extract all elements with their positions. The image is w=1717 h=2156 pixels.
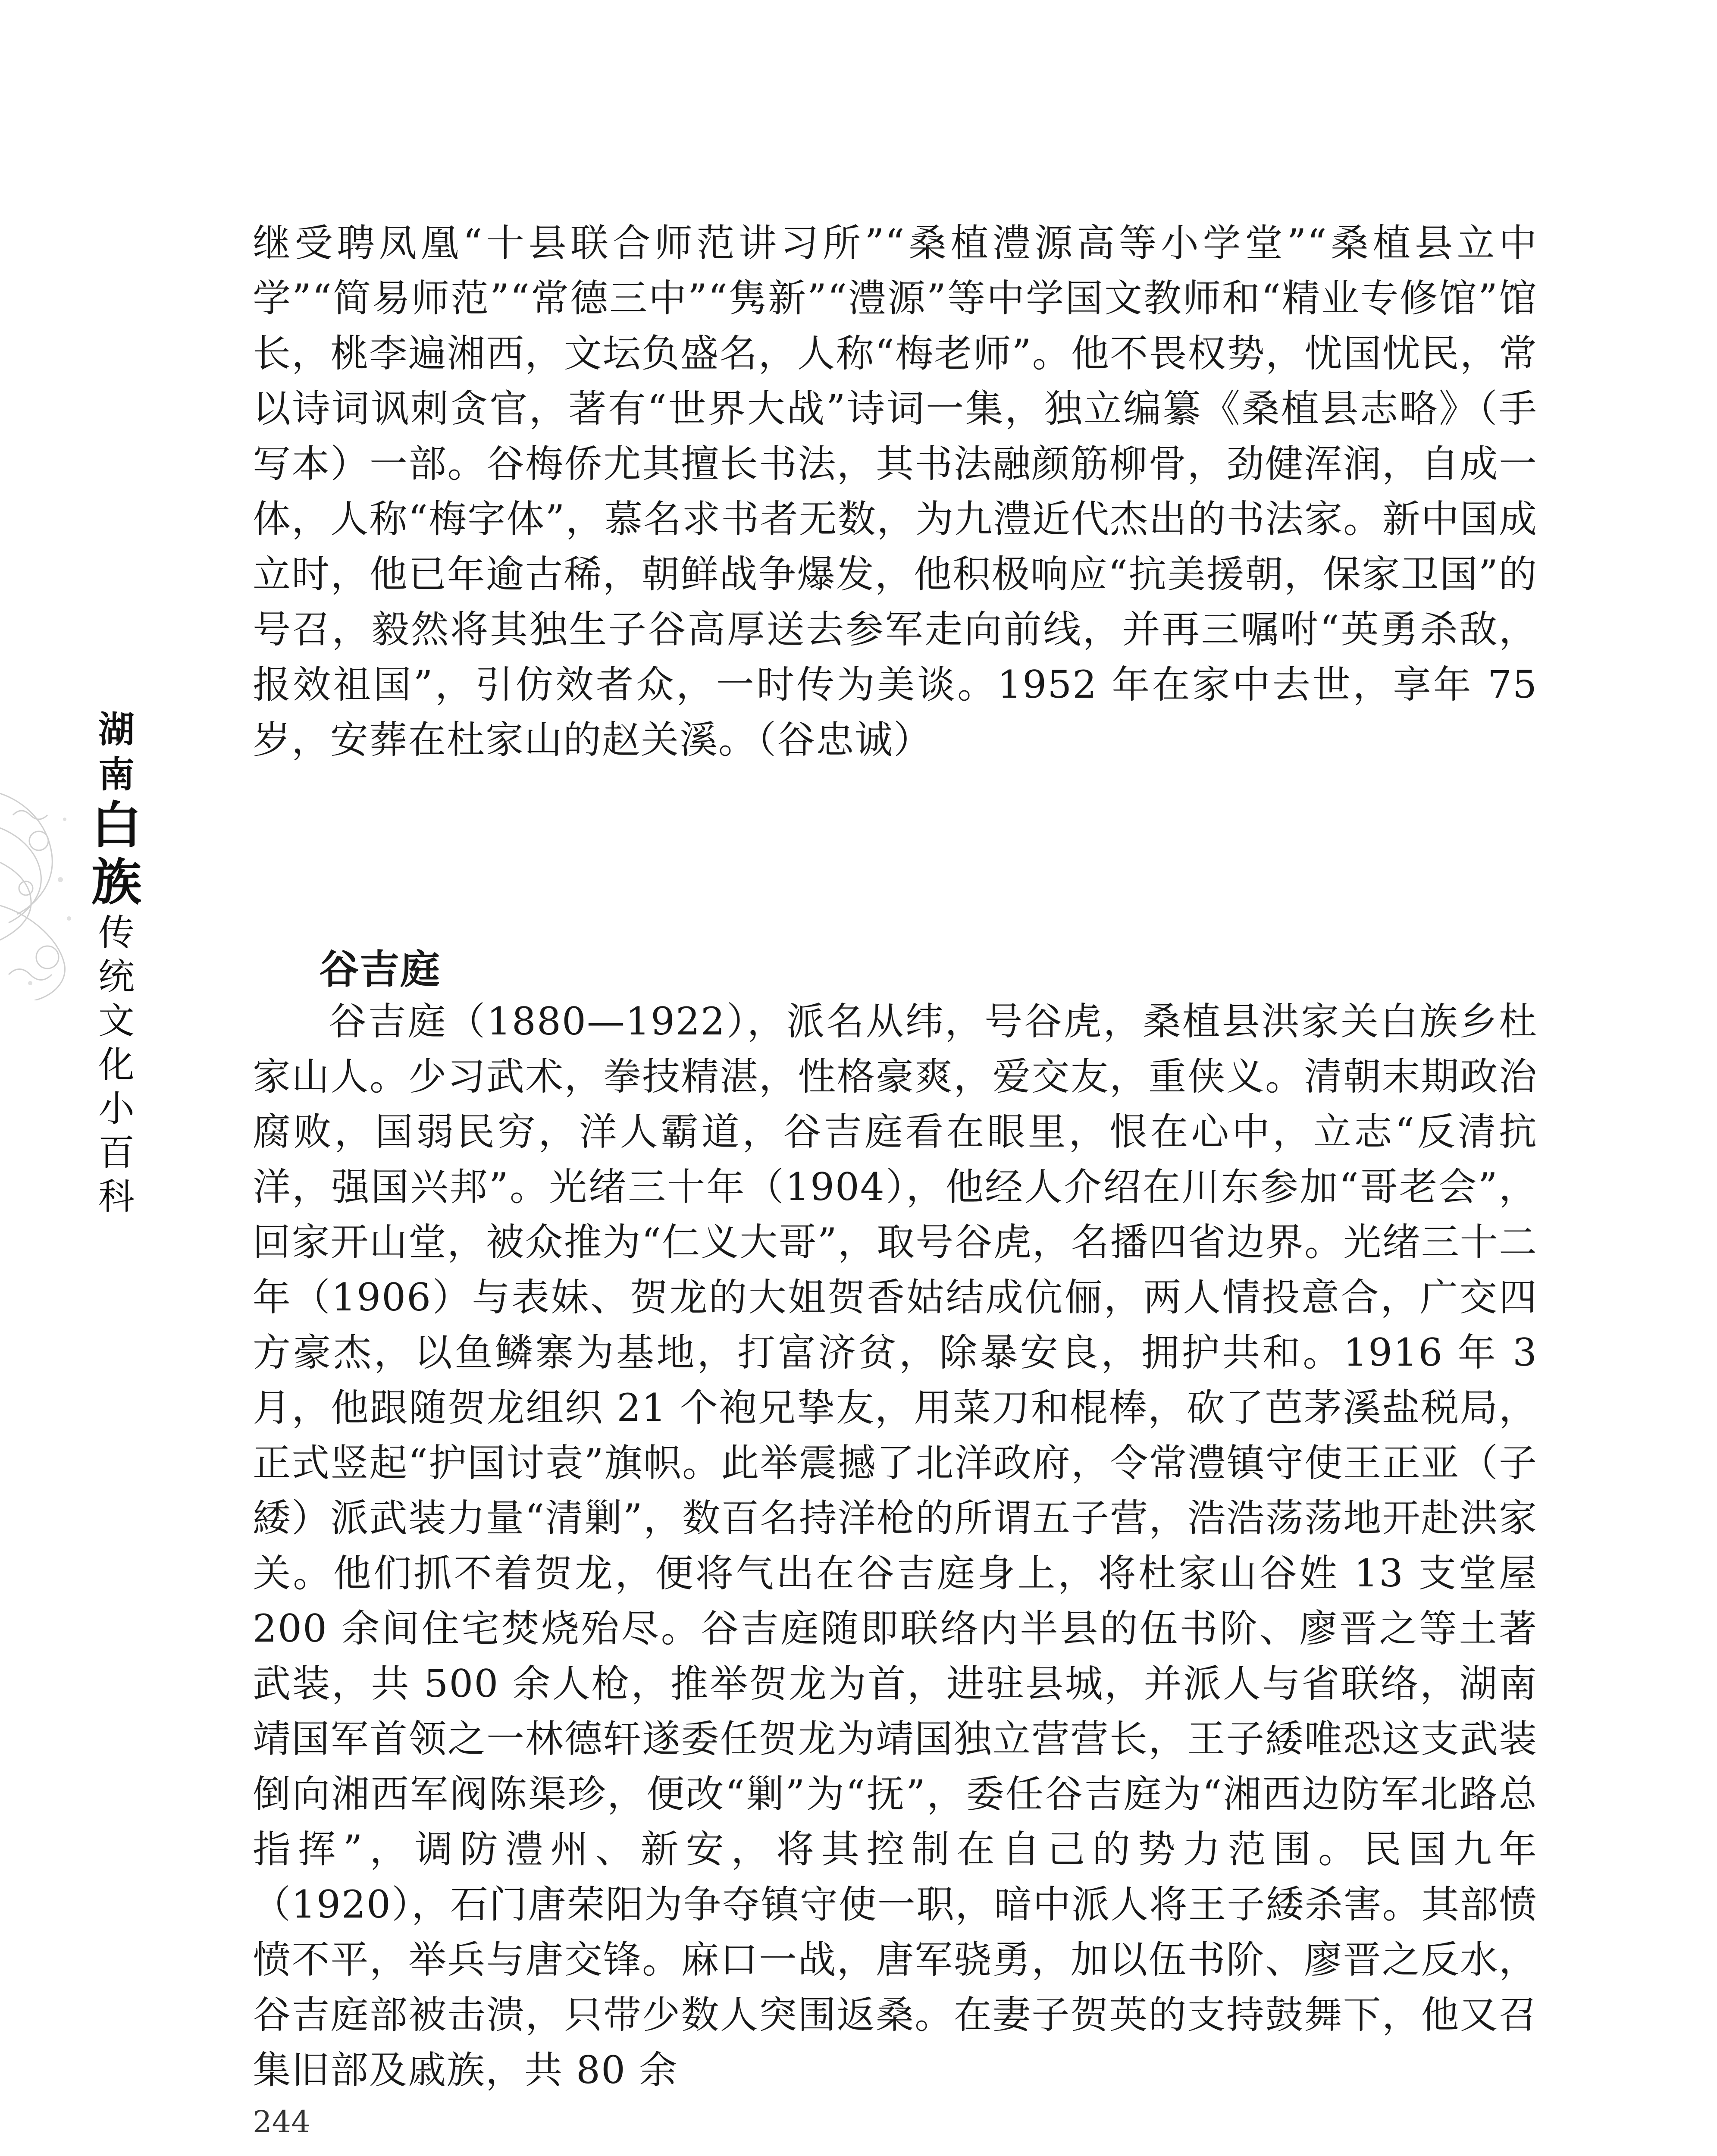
- series-title-char: 统: [98, 956, 135, 998]
- section-body: [253, 994, 1538, 2098]
- series-title-char: 南: [98, 753, 135, 796]
- section-paragraph: 谷吉庭（1880—1922），派名从纬，号谷虎，桑植县洪家关白族乡杜家山人。少习武术，拳技精湛，性格豪爽，爱交友，重侠义。清朝末期政治腐败，国弱民穷，洋人霸道，谷吉庭看在眼里，恨在心中，立志“反清抗洋，强国兴邦”。光绪三十年（1904），他经人介绍在川东参加“哥老会”，回家开山堂，被众推为“仁义大哥”，取号谷虎，名播四省边界。光绪三十二年（1906）与表妹、贺龙的大姐贺香姑结成伉俪，两人情投意合，广交四方豪杰，以鱼鳞寨为基地，打富济贫，除暴安良，拥护共和。1916 年 3 月，他跟随贺龙组织 21 个袍兄挚友，用菜刀和棍棒，砍了芭茅溪盐税局，正式竖起“护国讨袁”旗帜。此举震撼了北洋政府，令常澧镇守使王正亚（子緌）派武装力量“清剿”，数百名持洋枪的所谓五子营，浩浩荡荡地开赴洪家关。他们抓不着贺龙，便将气出在谷吉庭身上，将杜家山谷姓 13 支堂屋 200 余间住宅焚烧殆尽。谷吉庭随即联络内半县的伍书阶、廖晋之等土著武装，共 500 余人枪，推举贺龙为首，进驻县城，并派人与省联络，湖南靖国军首领之一林德轩遂委任贺龙为靖国独立营营长，王子緌唯恐这支武装倒向湘西军阀陈渠珍，便改“剿”为“抚”，委任谷吉庭为“湘西边防军北路总指挥”，调防澧州、新安，将其控制在自己的势力范围。民国九年（1920），石门唐荣阳为争夺镇守使一职，暗中派人将王子緌杀害。其部愤愤不平，举兵与唐交锋。麻口一战，唐军骁勇，加以伍书阶、廖晋之反水，谷吉庭部被击溃，只带少数人突围返桑。在妻子贺英的支持鼓舞下，他又召集旧部及戚族，共 80 余: [253, 999, 1538, 2092]
- continuation-paragraph: 继受聘凤凰“十县联合师范讲习所”“桑植澧源高等小学堂”“桑植县立中学”“简易师范”“常德三中”“隽新”“澧源”等中学国文教师和“精业专修馆”馆长，桃李遍湘西，文坛负盛名，人称“梅老师”。他不畏权势，忧国忧民，常以诗词讽刺贪官，著有“世界大战”诗词一集，独立编纂《桑植县志略》（手写本）一部。谷梅侨尤其擅长书法，其书法融颜筋柳骨，劲健浑润，自成一体，人称“梅字体”，慕名求书者无数，为九澧近代杰出的书法家。新中国成立时，他已年逾古稀，朝鲜战争爆发，他积极响应“抗美援朝，保家卫国”的号召，毅然将其独生子谷高厚送去参军走向前线，并再三嘱咐“英勇杀敌，报效祖国”，引仿效者众，一时传为美谈。1952 年在家中去世，享年 75 岁，安葬在杜家山的赵关溪。（谷忠诚）: [253, 221, 1538, 762]
- continuation-text: [253, 216, 1538, 768]
- series-title-char: 传: [98, 912, 135, 954]
- series-title-char: 科: [98, 1175, 135, 1218]
- series-title-char: 化: [98, 1044, 135, 1086]
- series-title-char: 族: [91, 853, 141, 912]
- series-title-char: 百: [98, 1131, 135, 1174]
- series-title-char: 小: [98, 1087, 135, 1130]
- decorative-ornament: [0, 776, 86, 1000]
- series-title-char: 文: [98, 1000, 135, 1042]
- page-number: 244: [253, 2104, 310, 2140]
- series-title-char: 湖: [98, 708, 135, 751]
- series-title-char: 白: [91, 796, 141, 855]
- book-series-title: [86, 707, 147, 1219]
- section-heading: 谷吉庭: [319, 946, 441, 993]
